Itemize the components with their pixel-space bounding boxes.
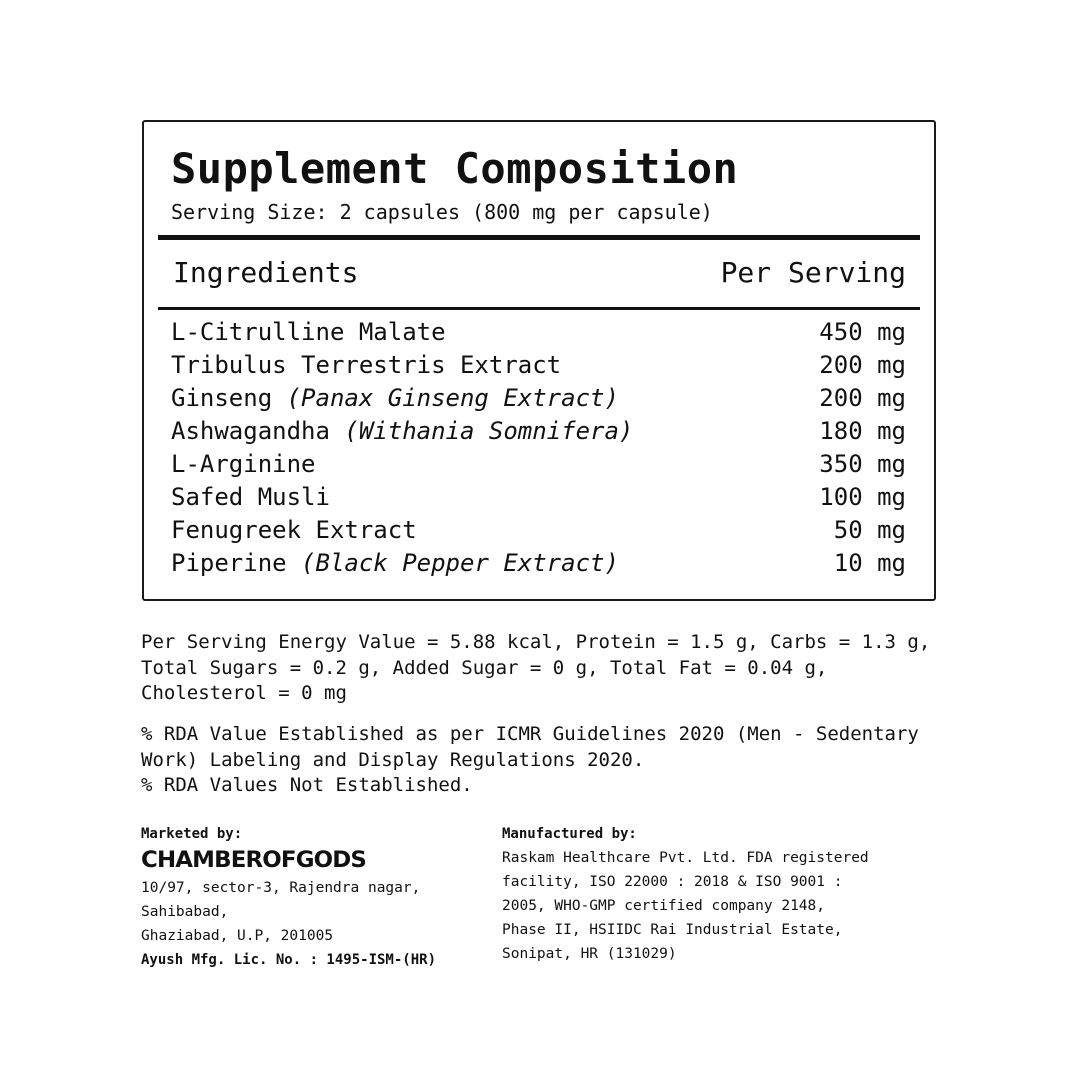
rda-note: [141, 722, 931, 799]
manufacturer-line2: facility, ISO 22000 : 2018 & ISO 9001 :: [502, 874, 843, 890]
ingredient-row: [171, 450, 906, 483]
brand-logo: CHAMBEROFGODS: [141, 848, 367, 873]
ingredient-row: [171, 384, 906, 417]
ingredient-row: [171, 483, 906, 516]
ingredient-label: Ashwagandha: [171, 417, 345, 445]
license-number: Ayush Mfg. Lic. No. : 1495-ISM-(HR): [141, 952, 437, 968]
marketer-address-line1: 10/97, sector-3, Rajendra nagar,: [141, 880, 421, 896]
ingredient-row: [171, 351, 906, 384]
ingredient-label: L-Citrulline Malate: [171, 318, 446, 346]
ingredient-name: [171, 483, 330, 511]
serving-size: Serving Size: 2 capsules (800 mg per capsule): [171, 200, 713, 224]
rda-note-line2: % RDA Values Not Established.: [141, 774, 473, 796]
ingredient-amount: 50 mg: [833, 516, 906, 544]
nutrition-note: Per Serving Energy Value = 5.88 kcal, Protein = 1.5 g, Carbs = 1.3 g, Total Sugars = 0.2 g, Added Sugar = 0 g, Total Fat = 0.04 g, Cholesterol = 0 mg: [141, 631, 931, 704]
divider-thick: [158, 235, 920, 240]
manufacturer-block: [502, 822, 922, 966]
ingredient-list: [171, 318, 906, 582]
ingredient-label: Tribulus Terrestris Extract: [171, 351, 562, 379]
ingredient-amount: 200 mg: [819, 351, 906, 379]
ingredient-amount: 450 mg: [819, 318, 906, 346]
ingredient-row: [171, 417, 906, 450]
ingredient-name: [171, 417, 633, 445]
marketer-address-line3: Ghaziabad, U.P, 201005: [141, 928, 334, 944]
ingredient-amount: 100 mg: [819, 483, 906, 511]
marketer-address-line2: Sahibabad,: [141, 904, 229, 920]
manufacturer-heading: Manufactured by:: [502, 826, 637, 842]
ingredient-row: [171, 516, 906, 549]
column-header-ingredients: Ingredients: [173, 256, 359, 289]
ingredient-label: Piperine: [171, 549, 302, 577]
ingredient-note: (Withania Somnifera): [344, 417, 634, 445]
ingredient-name: [171, 318, 446, 346]
ingredient-name: [171, 384, 619, 412]
page-title: Supplement Composition: [171, 144, 739, 193]
ingredient-name: [171, 516, 417, 544]
manufacturer-line5: Sonipat, HR (131029): [502, 946, 677, 962]
rda-note-line1: % RDA Value Established as per ICMR Guidelines 2020 (Men - Sedentary Work) Labeling and Display Regulations 2020.: [141, 723, 919, 771]
column-header-per-serving: Per Serving: [720, 256, 906, 289]
ingredient-amount: 180 mg: [819, 417, 906, 445]
manufacturer-line3: 2005, WHO-GMP certified company 2148,: [502, 898, 826, 914]
ingredient-row: [171, 549, 906, 582]
manufacturer-line4: Phase II, HSIIDC Rai Industrial Estate,: [502, 922, 843, 938]
composition-panel: [142, 120, 936, 601]
ingredient-label: Fenugreek Extract: [171, 516, 417, 544]
ingredient-amount: 10 mg: [833, 549, 906, 577]
ingredient-name: [171, 549, 619, 577]
ingredient-label: L-Arginine: [171, 450, 316, 478]
marketer-block: [141, 822, 481, 972]
ingredient-note: (Black Pepper Extract): [301, 549, 619, 577]
ingredient-name: [171, 450, 316, 478]
ingredient-label: Ginseng: [171, 384, 287, 412]
ingredient-amount: 350 mg: [819, 450, 906, 478]
marketer-heading: Marketed by:: [141, 826, 243, 842]
ingredient-row: [171, 318, 906, 351]
ingredient-amount: 200 mg: [819, 384, 906, 412]
ingredient-label: Safed Musli: [171, 483, 330, 511]
divider-thin: [158, 307, 920, 310]
manufacturer-line1: Raskam Healthcare Pvt. Ltd. FDA registered: [502, 850, 869, 866]
ingredient-name: [171, 351, 561, 379]
ingredient-note: (Panax Ginseng Extract): [286, 384, 619, 412]
